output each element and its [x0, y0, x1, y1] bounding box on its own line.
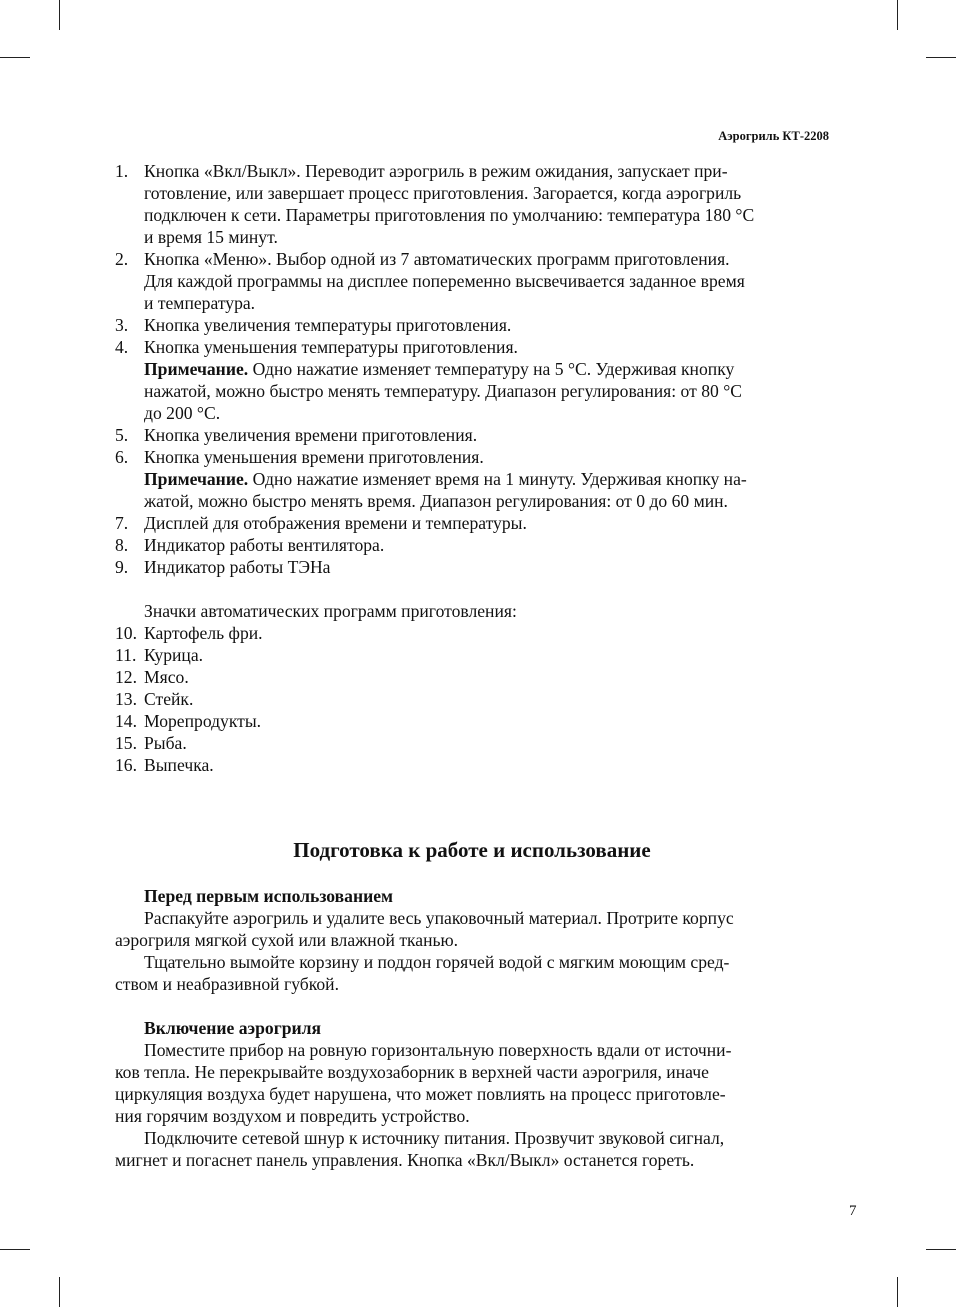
program-label: Картофель фри. — [144, 623, 263, 643]
list-item-text: и температура. — [144, 293, 256, 313]
note-text: Одно нажатие изменяет температуру на 5 °C. Удерживая кнопку — [248, 359, 735, 379]
note-line: жатой, можно быстро менять время. Диапазон регулирования: от 0 до 60 мин. — [144, 491, 728, 511]
list-item-text: подключен к сети. Параметры приготовления по умолчанию: температура 180 °C — [144, 205, 755, 225]
page-number: 7 — [849, 1203, 857, 1219]
list-item-number: 2. — [115, 249, 129, 269]
list-item-number: 1. — [115, 161, 129, 181]
paragraph-line: Тщательно вымойте корзину и поддон горячей водой с мягким моющим сред- — [144, 952, 730, 972]
note-line: нажатой, можно быстро менять температуру. Диапазон регулирования: от 80 °C — [144, 381, 742, 401]
crop-mark — [897, 0, 898, 30]
note-line: до 200 °C. — [144, 403, 221, 423]
paragraph-line: ством и неабразивной губкой. — [115, 974, 339, 994]
paragraph-line: мигнет и погаснет панель управления. Кнопка «Вкл/Выкл» останется гореть. — [115, 1150, 695, 1170]
subsection-heading: Включение аэрогриля — [144, 1018, 322, 1038]
list-item-text: Кнопка увеличения времени приготовления. — [144, 425, 478, 445]
program-number: 16. — [115, 755, 137, 775]
crop-mark — [926, 57, 956, 58]
program-label: Курица. — [144, 645, 204, 665]
running-header: Аэрогриль КТ-2208 — [718, 129, 829, 143]
list-item-number: 3. — [115, 315, 129, 335]
note-line — [144, 468, 747, 490]
program-number: 11. — [115, 645, 137, 665]
program-number: 14. — [115, 711, 137, 731]
program-number: 13. — [115, 689, 137, 709]
crop-mark — [59, 0, 60, 30]
program-label: Выпечка. — [144, 755, 214, 775]
list-item-text: Кнопка уменьшения времени приготовления. — [144, 447, 484, 467]
crop-mark — [0, 1249, 30, 1250]
list-item-text: и время 15 минут. — [144, 227, 278, 247]
note-label: Примечание. — [144, 469, 249, 489]
list-item-text: Кнопка уменьшения температуры приготовления. — [144, 337, 518, 357]
list-item-number: 8. — [115, 535, 129, 555]
crop-mark — [59, 1277, 60, 1307]
list-item-number: 7. — [115, 513, 129, 533]
list-item-text: Для каждой программы на дисплее попеременно высвечивается заданное время — [144, 271, 745, 291]
list-item-text: Дисплей для отображения времени и температуры. — [144, 513, 527, 533]
program-label: Мясо. — [144, 667, 189, 687]
crop-mark — [0, 57, 30, 58]
program-label: Морепродукты. — [144, 711, 262, 731]
list-item-number: 6. — [115, 447, 129, 467]
programs-intro: Значки автоматических программ приготовления: — [144, 601, 517, 621]
section-title: Подготовка к работе и использование — [293, 838, 651, 862]
list-item-text: Кнопка увеличения температуры приготовления. — [144, 315, 512, 335]
paragraph-line: ния горячим воздухом и повредить устройство. — [115, 1106, 470, 1126]
paragraph-line: аэрогриля мягкой сухой или влажной тканью. — [115, 930, 459, 950]
paragraph-line: Распакуйте аэрогриль и удалите весь упаковочный материал. Протрите корпус — [144, 908, 734, 928]
crop-mark — [926, 1249, 956, 1250]
list-item-text: готовление, или завершает процесс приготовления. Загорается, когда аэрогриль — [144, 183, 742, 203]
list-item-text: Кнопка «Вкл/Выкл». Переводит аэрогриль в режим ожидания, запускает при- — [144, 161, 728, 181]
list-item-text: Индикатор работы вентилятора. — [144, 535, 385, 555]
paragraph-line: Поместите прибор на ровную горизонтальную поверхность вдали от источни- — [144, 1040, 732, 1060]
paragraph-line: ков тепла. Не перекрывайте воздухозаборник в верхней части аэрогриля, иначе — [115, 1062, 709, 1082]
note-text: Одно нажатие изменяет время на 1 минуту. Удерживая кнопку на- — [248, 469, 747, 489]
program-number: 15. — [115, 733, 137, 753]
paragraph-line: Подключите сетевой шнур к источнику питания. Прозвучит звуковой сигнал, — [144, 1128, 725, 1148]
list-item-number: 9. — [115, 557, 129, 577]
list-item-text: Кнопка «Меню». Выбор одной из 7 автоматических программ приготовления. — [144, 249, 730, 269]
list-item-number: 4. — [115, 337, 129, 357]
paragraph-line: циркуляция воздуха будет нарушена, что может повлиять на процесс приготовле- — [115, 1084, 726, 1104]
subsection-heading: Перед первым использованием — [144, 886, 394, 906]
note-line — [144, 358, 734, 380]
list-item-text: Индикатор работы ТЭНа — [144, 557, 331, 577]
note-label: Примечание. — [144, 359, 249, 379]
crop-mark — [897, 1277, 898, 1307]
program-label: Стейк. — [144, 689, 194, 709]
program-number: 12. — [115, 667, 137, 687]
list-item-number: 5. — [115, 425, 129, 445]
program-number: 10. — [115, 623, 137, 643]
program-label: Рыба. — [144, 733, 187, 753]
